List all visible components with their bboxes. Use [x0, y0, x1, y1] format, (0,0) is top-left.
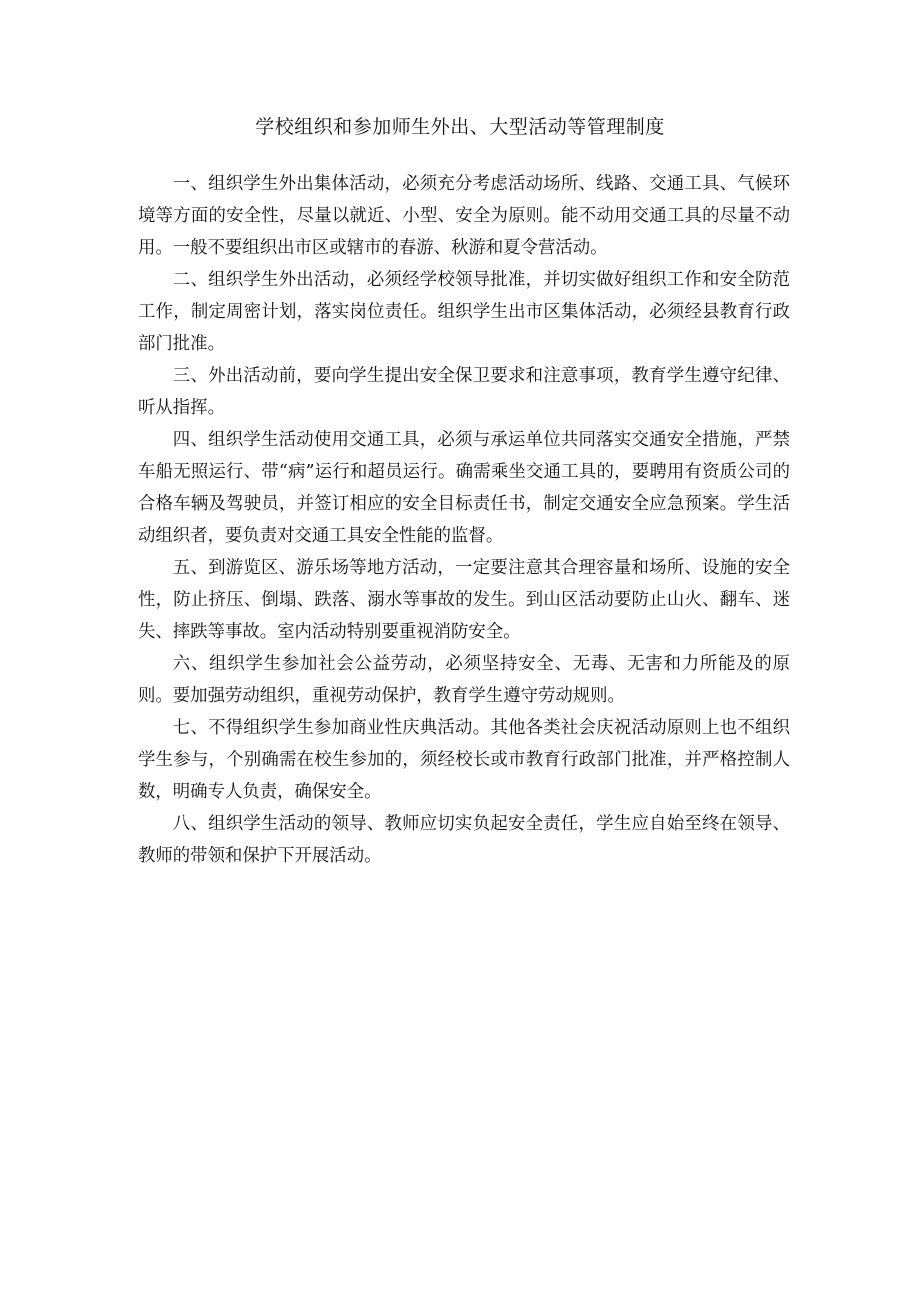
document-title: 学校组织和参加师生外出、大型活动等管理制度	[255, 116, 665, 138]
paragraph-5: 五、到游览区、游乐场等地方活动，一定要注意其合理容量和场所、设施的安全性，防止挤压、倒塌、跌落、溺水等事故的发生。到山区活动要防止山火、翻车、迷失、摔跌等事故。室内活动特别要重视消防安全。	[138, 558, 790, 642]
paragraph-1: 一、组织学生外出集体活动，必须充分考虑活动场所、线路、交通工具、气候环境等方面的安全性，尽量以就近、小型、安全为原则。能不动用交通工具的尽量不动用。一般不要组织出市区或辖市的春游、秋游和夏令营活动。	[138, 174, 790, 258]
paragraph-3: 三、外出活动前，要向学生提出安全保卫要求和注意事项，教育学生遵守纪律、听从指挥。	[138, 366, 790, 418]
document-body	[138, 168, 790, 872]
paragraph-4: 四、组织学生活动使用交通工具，必须与承运单位共同落实交通安全措施，严禁车船无照运行、带“病”运行和超员运行。确需乘坐交通工具的，要聘用有资质公司的合格车辆及驾驶员，并签订相应的安全目标责任书，制定交通安全应急预案。学生活动组织者，要负责对交通工具安全性能的监督。	[138, 430, 790, 546]
paragraph-2: 二、组织学生外出活动，必须经学校领导批准，并切实做好组织工作和安全防范工作，制定周密计划，落实岗位责任。组织学生出市区集体活动，必须经县教育行政部门批准。	[138, 270, 790, 354]
paragraph-8: 八、组织学生活动的领导、教师应切实负起安全责任，学生应自始至终在领导、教师的带领和保护下开展活动。	[138, 814, 790, 866]
paragraph-7: 七、不得组织学生参加商业性庆典活动。其他各类社会庆祝活动原则上也不组织学生参与，个别确需在校生参加的，须经校长或市教育行政部门批准，并严格控制人数，明确专人负责，确保安全。	[138, 718, 790, 802]
paragraph-6: 六、组织学生参加社会公益劳动，必须坚持安全、无毒、无害和力所能及的原则。要加强劳动组织，重视劳动保护，教育学生遵守劳动规则。	[138, 654, 790, 706]
